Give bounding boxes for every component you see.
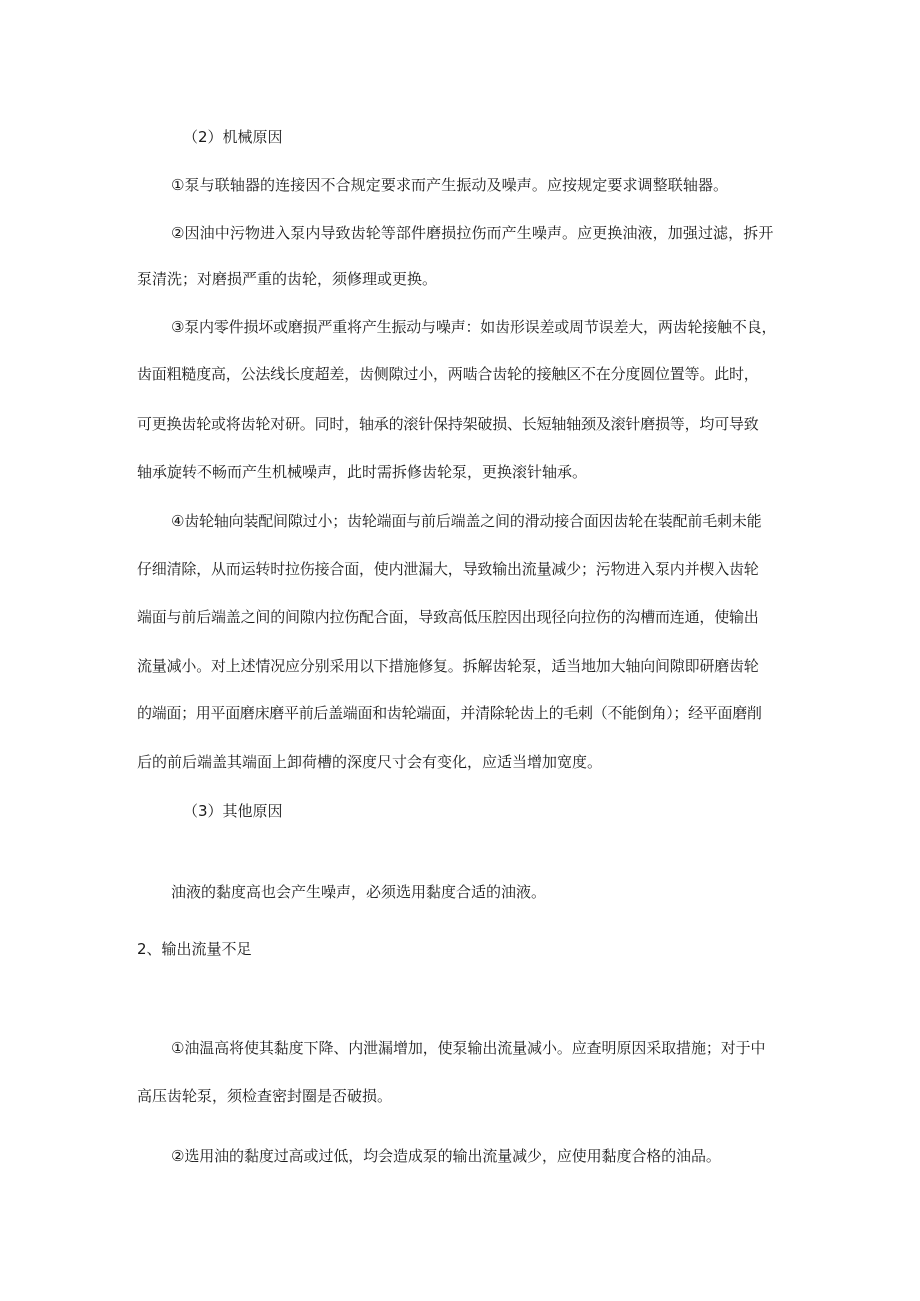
paragraph-1-line-1: ①泵与联轴器的连接因不合规定要求而产生振动及噪声。应按规定要求调整联轴器。 bbox=[171, 176, 729, 194]
paragraph-3-line-2: 齿面粗糙度高，公法线长度超差，齿侧隙过小，两啮合齿轮的接触区不在分度圆位置等。此时， bbox=[137, 365, 759, 383]
paragraph-4-line-3: 端面与前后端盖之间的间隙内拉伤配合面，导致高低压腔因出现径向拉伤的沟槽而连通，使输出 bbox=[137, 608, 759, 626]
section-heading-mechanical-causes: （2）机械原因 bbox=[183, 128, 283, 146]
paragraph-2-line-1: ②因油中污物进入泵内导致齿轮等部件磨损拉伤而产生噪声。应更换油液，加强过滤，拆开 bbox=[171, 224, 774, 242]
paragraph-7-line-1: ②选用油的黏度过高或过低，均会造成泵的输出流量减少，应使用黏度合格的油品。 bbox=[171, 1147, 721, 1165]
paragraph-6-line-1: ①油温高将使其黏度下降、内泄漏增加，使泵输出流量减小。应查明原因采取措施；对于中 bbox=[171, 1039, 766, 1057]
paragraph-4-line-5: 的端面；用平面磨床磨平前后盖端面和齿轮端面，并清除轮齿上的毛刺（不能倒角）；经平面磨削 bbox=[137, 704, 762, 722]
section-heading-other-causes: （3）其他原因 bbox=[183, 802, 283, 820]
paragraph-4-line-1: ④齿轮轴向装配间隙过小；齿轮端面与前后端盖之间的滑动接合面因齿轮在装配前毛刺未能 bbox=[171, 512, 762, 530]
paragraph-3-line-4: 轴承旋转不畅而产生机械噪声，此时需拆修齿轮泵，更换滚针轴承。 bbox=[137, 463, 588, 481]
paragraph-4-line-4: 流量减小。对上述情况应分别采用以下措施修复。拆解齿轮泵，适当地加大轴向间隙即研磨齿轮 bbox=[137, 657, 759, 675]
paragraph-5-line-1: 油液的黏度高也会产生噪声，必须选用黏度合适的油液。 bbox=[171, 883, 547, 901]
paragraph-4-line-2: 仔细清除，从而运转时拉伤接合面，使内泄漏大，导致输出流量减少；污物进入泵内并楔入齿轮 bbox=[137, 560, 759, 578]
section-heading-insufficient-output: 2、输出流量不足 bbox=[137, 940, 252, 958]
paragraph-6-line-2: 高压齿轮泵，须检查密封圈是否破损。 bbox=[137, 1087, 393, 1105]
paragraph-3-line-1: ③泵内零件损坏或磨损严重将产生振动与噪声：如齿形误差或周节误差大，两齿轮接触不良， bbox=[171, 318, 777, 336]
paragraph-3-line-3: 可更换齿轮或将齿轮对研。同时，轴承的滚针保持架破损、长短轴轴颈及滚针磨损等，均可导致 bbox=[137, 415, 759, 433]
paragraph-2-line-2: 泵清洗；对磨损严重的齿轮，须修理或更换。 bbox=[137, 270, 438, 288]
paragraph-4-line-6: 后的前后端盖其端面上卸荷槽的深度尺寸会有变化，应适当增加宽度。 bbox=[137, 753, 603, 771]
